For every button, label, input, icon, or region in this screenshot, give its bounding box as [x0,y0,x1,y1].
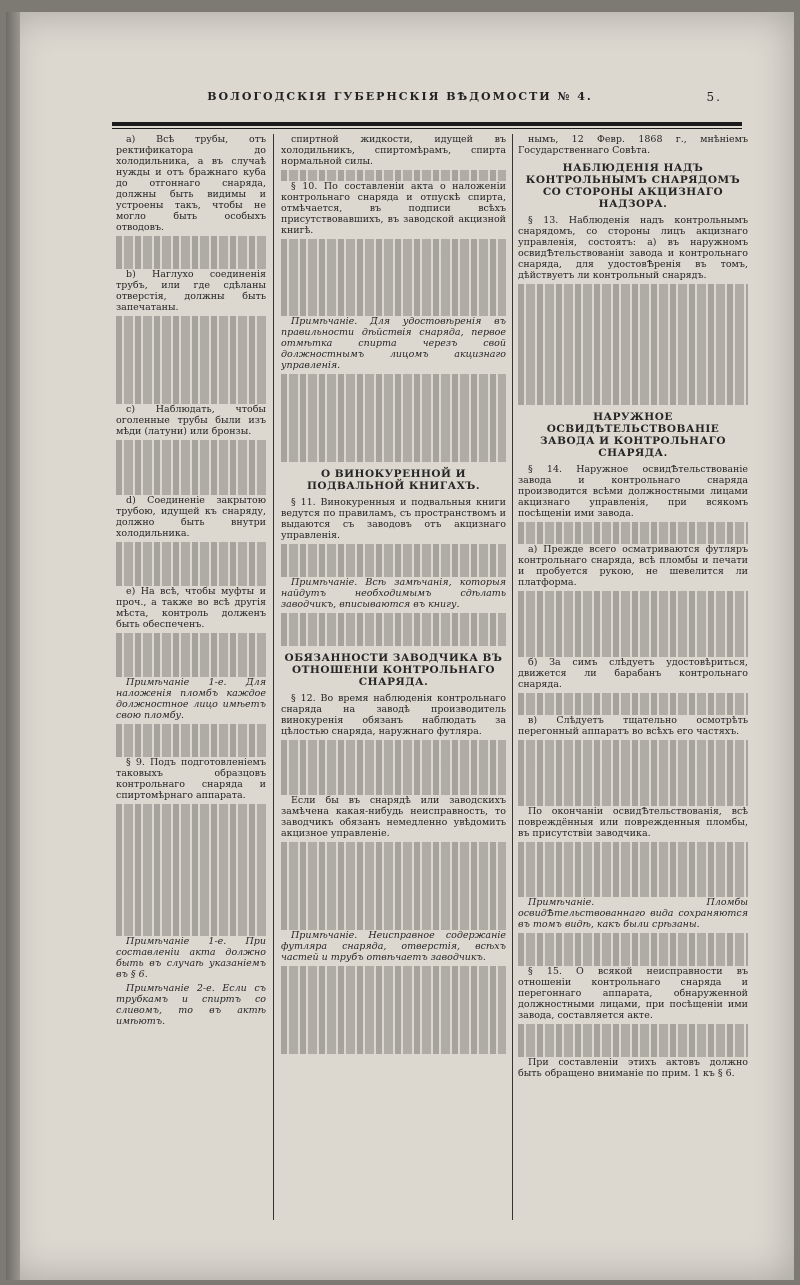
text-line [116,462,266,473]
paragraph: нымъ, 12 Февр. 1868 г., мнѣніемъ Государственнаго Совѣта. [518,134,748,156]
text-line [518,740,748,751]
text-line [518,613,748,624]
text-line [116,644,266,655]
text-line [116,247,266,258]
text-line [116,440,266,451]
text-line [518,383,748,394]
text-line [518,1024,748,1035]
note: Примѣчаніе. Неисправное содержаніе футляра снаряда, отверстія, всѣхъ частей и трубъ отвѣчаетъ заводчикъ. [281,930,506,963]
text-line [281,751,506,762]
text-line [518,933,748,944]
text-line [116,881,266,892]
text-line [281,294,506,305]
text-line [281,440,506,451]
text-line [518,394,748,405]
text-line [518,704,748,715]
text-line [518,339,748,350]
text-line [281,451,506,462]
page-header [6,90,794,110]
text-line [116,542,266,553]
text-line [116,655,266,666]
text-line [281,988,506,999]
text-line [518,886,748,897]
paragraph: б) За симъ слѣдуетъ удостовѣриться, движется ли барабанъ контрольнаго снаряда. [518,657,748,690]
text-line [281,261,506,272]
text-line [116,633,266,644]
text-line [116,393,266,404]
text-line [281,429,506,440]
text-line [518,955,748,966]
text-line [281,773,506,784]
text-line [281,966,506,977]
paragraph: По окончаніи освидѢтельствованія, всѣ повреждённыя или поврежденныя пломбы, въ присутствіи заводчика. [518,806,748,839]
text-line [116,815,266,826]
text-line [518,751,748,762]
text-line [116,360,266,371]
newspaper-page [6,12,794,1280]
text-line [116,564,266,575]
paragraph: в) Слѣдуетъ тщательно осмотрѣть перегонный аппаратъ во всѣхъ его частяхъ. [518,715,748,737]
text-line [116,349,266,360]
section-heading: О ВИНОКУРЕННОЙ И ПОДВАЛЬНОЙ КНИГАХЪ. [307,468,480,492]
text-line [116,903,266,914]
text-line [281,635,506,646]
text-line [281,407,506,418]
text-line [281,919,506,930]
text-line [281,613,506,624]
text-line [281,908,506,919]
text-line [281,886,506,897]
section-heading: НАРУЖНОЕ ОСВИДѢТЕЛЬСТВОВАНІЕ ЗАВОДА И КОНТРОЛЬНАГО СНАРЯДА. [539,411,727,459]
text-line [281,250,506,261]
text-line [281,385,506,396]
text-line [518,295,748,306]
text-line [518,328,748,339]
text-line [518,372,748,383]
text-line [116,724,266,735]
paragraph: а) Прежде всего осматриваются футляръ контрольнаго снаряда, всѣ пломбы и печати и пробуется рукою, не шевелится ли платформа. [518,544,748,588]
column-right [518,134,748,1220]
paragraph: § 9. Подъ подготовленіемъ таковыхъ образцовъ контрольнаго снаряда и спиртомѣрнаго аппарата. [116,757,266,801]
note: Примѣчаніе. Пломбы освидѢтельствованнаго вида сохраняются въ томъ видѣ, какъ были срѣзаны. [518,897,748,930]
text-line [518,795,748,806]
text-line [281,283,506,294]
text-line [281,418,506,429]
text-line [116,859,266,870]
text-line [116,258,266,269]
section-heading: НАБЛЮДЕНІЯ НАДЪ КОНТРОЛЬНЫМЪ СНАРЯДОМЪ СО СТОРОНЫ АКЦИЗНАГО НАДЗОРА. [525,162,741,210]
text-line [518,1046,748,1057]
text-line [518,306,748,317]
text-line [116,484,266,495]
text-line [281,544,506,555]
text-line [281,396,506,407]
paragraph: § 14. Наружное освидѢтельствованіе завода и контрольнаго снаряда производится всѣми должностными лицами акцизнаго управленія, при всякомъ посѣщеніи ими завода. [518,464,748,519]
note: Примѣчаніе 1-е. При составленіи акта должно быть въ случаѣ указаніемъ въ § 6. [116,936,266,980]
text-line [518,944,748,955]
text-line [281,897,506,908]
text-line [281,999,506,1010]
text-line [281,374,506,385]
text-line [281,566,506,577]
text-line [518,624,748,635]
newspaper-title: ВОЛОГОДСКІЯ ГУБЕРНСКІЯ ВѢДОМОСТИ № 4. [207,90,593,103]
text-line [116,870,266,881]
text-line [116,553,266,564]
text-line [518,602,748,613]
text-line [518,591,748,602]
paragraph: Если бы въ снарядѣ или заводскихъ замѣчена какая-нибудь неисправность, то заводчикъ обязанъ немедленно увѣдомить акцизное управленіе. [281,795,506,839]
text-line [281,784,506,795]
column-divider [273,134,274,1220]
text-line [518,317,748,328]
text-line [281,875,506,886]
paragraph: При составленіи этихъ актовъ должно быть обращено вниманіе по прим. 1 къ § 6. [518,1057,748,1079]
text-line [281,1043,506,1054]
note: Примѣчаніе. Всѣ замѣчанія, которыя найдутъ необходимымъ сдѣлать заводчикъ, вписываются въ книгу. [281,577,506,610]
text-line [281,1021,506,1032]
paragraph: b) Наглухо соединенія трубъ, или где сдѣланы отверстія, должны быть запечатаны. [116,269,266,313]
note: Примѣчаніе 1-е. Для наложенія пломбъ каждое должностное лицо имѣетъ свою пломбу. [116,677,266,721]
text-line [116,826,266,837]
text-line [116,746,266,757]
text-line [281,740,506,751]
text-line [116,327,266,338]
text-line [518,762,748,773]
text-line [116,925,266,936]
text-line [281,1032,506,1043]
text-line [116,451,266,462]
text-line [518,522,748,533]
text-line [518,693,748,704]
text-line [518,773,748,784]
text-line [518,853,748,864]
paragraph: § 12. Во время наблюденія контрольнаго снаряда на заводѣ производитель винокуренія обязанъ наблюдать за цѣлостью снаряда, наружнаго футляра. [281,693,506,737]
text-line [281,842,506,853]
note: Примѣчаніе 2-е. Если съ трубкамъ и спиртъ со сливомъ, то въ актѣ имѣютъ. [116,983,266,1027]
text-line [518,635,748,646]
text-line [281,762,506,773]
text-line [518,1035,748,1046]
paragraph: a) Всѣ трубы, отъ ректификатора до холодильника, а въ случаѣ нужды и отъ бражнаго куба до отгоннаго снаряда, должны быть видимы и устроены такъ, чтобы не могло быть особыхъ отводовъ. [116,134,266,233]
paragraph: § 11. Винокуренныя и подвальныя книги ведутся по правиламъ, съ пространствомъ и выдаются съ заводовъ отъ акцизнаго управленія. [281,497,506,541]
text-line [116,338,266,349]
binding-edge [6,12,20,1280]
note: Примѣчаніе. Для удостовѣренія въ правильности дѣйствія снаряда, первое отмѣтка спирта черезъ свой должностнымъ лицомъ акцизнаго управленія. [281,316,506,371]
text-line [281,977,506,988]
text-line [116,848,266,859]
text-line [281,624,506,635]
text-line [281,1010,506,1021]
text-line [116,382,266,393]
text-line [518,350,748,361]
text-line [518,284,748,295]
column-middle [281,134,506,1220]
text-line [116,735,266,746]
header-rule [112,122,742,126]
header-rule-thin [112,128,742,129]
section-heading: ОБЯЗАННОСТИ ЗАВОДЧИКА ВЪ ОТНОШЕНІИ КОНТРОЛЬНАГО СНАРЯДА. [284,652,503,688]
text-line [518,646,748,657]
paragraph: § 13. Наблюденія надъ контрольнымъ снарядомъ, со стороны лицъ акцизнаго управленія, состоятъ: а) въ наружномъ освидѢтельствованіи завода и контрольнаго снаряда, для удостовѢренія въ томъ, дѣйствуетъ ли контрольный снарядъ. [518,215,748,281]
text-line [116,371,266,382]
text-line [281,272,506,283]
text-line [281,555,506,566]
text-line [518,361,748,372]
text-line [116,575,266,586]
paragraph: § 15. О всякой неисправности въ отношеніи контрольнаго снаряда и перегоннаго аппарата, обнаруженной должностными лицами, при посѣщеніи ими завода, составляется акте. [518,966,748,1021]
text-line [116,473,266,484]
text-line [281,170,506,181]
paragraph: d) Соединеніе закрытою трубою, идущей къ снаряду, должно быть внутри холодильника. [116,495,266,539]
text-line [518,784,748,795]
paragraph: e) На всѣ, чтобы муфты и проч., а также во всѣ другія мѣста, контроль долженъ быть обеспеченъ. [116,586,266,630]
text-line [518,864,748,875]
text-line [116,236,266,247]
page-number: 5. [706,90,722,104]
column-left [116,134,266,1220]
text-line [281,305,506,316]
text-line [116,666,266,677]
text-line [281,864,506,875]
text-line [281,853,506,864]
text-line [116,316,266,327]
text-line [116,837,266,848]
text-line [518,842,748,853]
text-line [518,533,748,544]
paragraph: § 10. По составленіи акта о наложеніи контрольнаго снаряда и отпускѣ спирта, отмѣчается, въ подписи всѣхъ присутствовавшихъ, въ заводской акцизной книгѣ. [281,181,506,236]
text-line [281,239,506,250]
text-line [116,892,266,903]
paragraph: c) Наблюдать, чтобы оголенные трубы были изъ мѣди (латуни) или бронзы. [116,404,266,437]
paragraph: спиртной жидкости, идущей въ холодильникъ, спиртомѣрамъ, спирта нормальной силы. [281,134,506,167]
text-line [116,804,266,815]
text-line [116,914,266,925]
column-divider [512,134,513,1220]
text-line [518,875,748,886]
